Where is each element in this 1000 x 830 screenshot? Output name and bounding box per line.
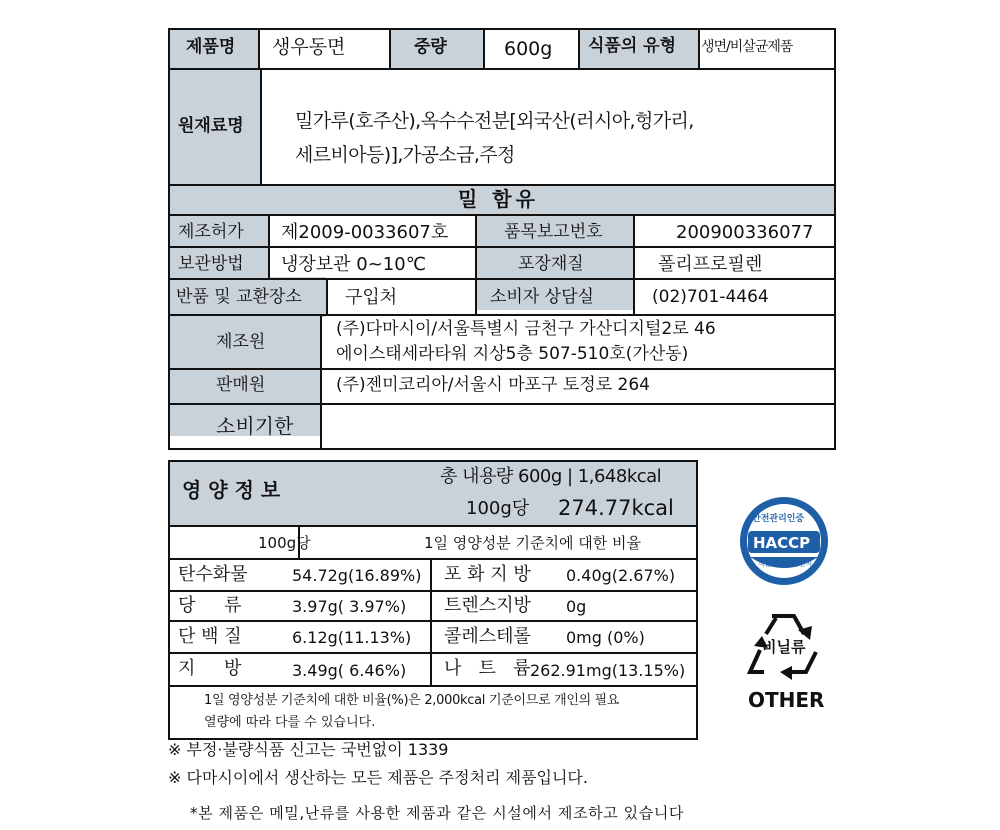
ingredients-label: 원재료명 xyxy=(178,116,244,136)
nutrient-carbohydrate-name: 탄수화물 xyxy=(178,564,248,585)
weight-label: 중량 xyxy=(414,37,447,57)
recycle-other-label: OTHER xyxy=(748,688,825,712)
nutrition-table xyxy=(168,460,698,740)
exchange-label: 반품 및 교환장소 xyxy=(176,287,302,307)
nutrient-fat-value: 3.49g( 6.46%) xyxy=(292,661,407,680)
consult-label: 소비자 상담실 xyxy=(490,287,594,307)
product-info-table xyxy=(168,28,836,450)
report-hotline-note: ※ 부정·불량식품 신고는 국번없이 1339 xyxy=(168,740,449,759)
recycle-material: 비닐류 xyxy=(762,638,806,656)
product-name-label: 제품명 xyxy=(186,37,236,57)
storage-label: 보관방법 xyxy=(178,254,244,274)
nutrient-sodium-value: 262.91mg(13.15%) xyxy=(530,661,686,680)
nutrition-total: 총 내용량 600g | 1,648kcal xyxy=(440,466,662,487)
nutrient-protein-value: 6.12g(11.13%) xyxy=(292,628,412,647)
nutrient-cholesterol-value: 0mg (0%) xyxy=(566,628,645,647)
exchange-value: 구입처 xyxy=(345,287,398,308)
seller-value: (주)젠미코리아/서울시 마포구 토정로 264 xyxy=(336,375,650,395)
expiry-label: 소비기한 xyxy=(216,414,294,438)
ingredients-line1: 밀가루(호주산),옥수수전분[외국산(러시아,헝가리, xyxy=(295,110,694,132)
maker-line1: (주)다마시이/서울특별시 금천구 가산디지털2로 46 xyxy=(336,319,716,339)
seller-label: 판매원 xyxy=(216,375,266,395)
nutrient-protein-name: 단 백 질 xyxy=(178,626,242,647)
maker-line2: 에이스태세라타워 지상5층 507-510호(가산동) xyxy=(336,344,689,364)
haccp-bottom-text: 식품의약품안전처 xyxy=(758,560,813,568)
nutrient-sugar-name: 당 류 xyxy=(178,595,242,616)
nutrition-per100-prefix: 100g당 xyxy=(466,498,530,519)
haccp-certification-mark xyxy=(738,495,830,587)
recycle-mark xyxy=(742,610,824,714)
column-header-daily-ratio: 1일 영양성분 기준치에 대한 비율 xyxy=(424,534,641,552)
nutrient-saturated-fat-value: 0.40g(2.67%) xyxy=(566,566,676,585)
product-name-value: 생우동면 xyxy=(272,36,346,58)
haccp-top-text: 안전관리인증 xyxy=(752,514,805,524)
nutrition-footnote-line1: 1일 영양성분 기준치에 대한 비율(%)은 2,000kcal 기준이므로 개인의 필요 xyxy=(204,693,620,708)
storage-value: 냉장보관 0~10℃ xyxy=(281,254,426,275)
column-header-per100: 100g당 xyxy=(258,534,311,552)
nutrient-sugar-value: 3.97g( 3.97%) xyxy=(292,597,407,616)
nutrition-footnote-line2: 열량에 따라 다를 수 있습니다. xyxy=(204,715,376,730)
ingredients-line2: 세르비아등)],가공소금,주정 xyxy=(295,144,515,166)
permit-label: 제조허가 xyxy=(178,222,244,242)
weight-value: 600g xyxy=(504,38,553,60)
nutrient-carbohydrate-value: 54.72g(16.89%) xyxy=(292,566,422,585)
nutrient-cholesterol-name: 콜레스테롤 xyxy=(444,626,531,647)
nutrient-trans-fat-value: 0g xyxy=(566,597,587,616)
report-number-label: 품목보고번호 xyxy=(504,222,603,242)
permit-value: 제2009-0033607호 xyxy=(281,222,449,243)
allergy-facility-note: *본 제품은 메밀,난류를 사용한 제품과 같은 시설에서 제조하고 있습니다 xyxy=(190,804,685,822)
nutrition-title: 영 양 정 보 xyxy=(182,478,281,502)
report-number-value: 200900336077 xyxy=(676,222,814,243)
nutrient-saturated-fat-name: 포 화 지 방 xyxy=(444,564,531,585)
consult-value: (02)701-4464 xyxy=(652,287,769,307)
nutrient-trans-fat-name: 트렌스지방 xyxy=(444,595,531,616)
sterilization-note: ※ 다마시이에서 생산하는 모든 제품은 주정처리 제품입니다. xyxy=(168,768,588,787)
nutrient-fat-name: 지 방 xyxy=(178,658,242,679)
haccp-main-text: HACCP xyxy=(753,534,811,552)
food-type-value: 생면/비살균제품 xyxy=(701,39,793,55)
packaging-value: 폴리프로필렌 xyxy=(658,254,763,275)
allergen-notice: 밀 함유 xyxy=(458,187,539,211)
packaging-label: 포장재질 xyxy=(518,254,584,274)
food-type-label: 식품의 유형 xyxy=(588,36,677,56)
nutrient-sodium-name: 나 트 륨 xyxy=(444,658,531,679)
maker-label: 제조원 xyxy=(216,332,266,352)
nutrition-per100-kcal: 274.77kcal xyxy=(558,496,674,520)
